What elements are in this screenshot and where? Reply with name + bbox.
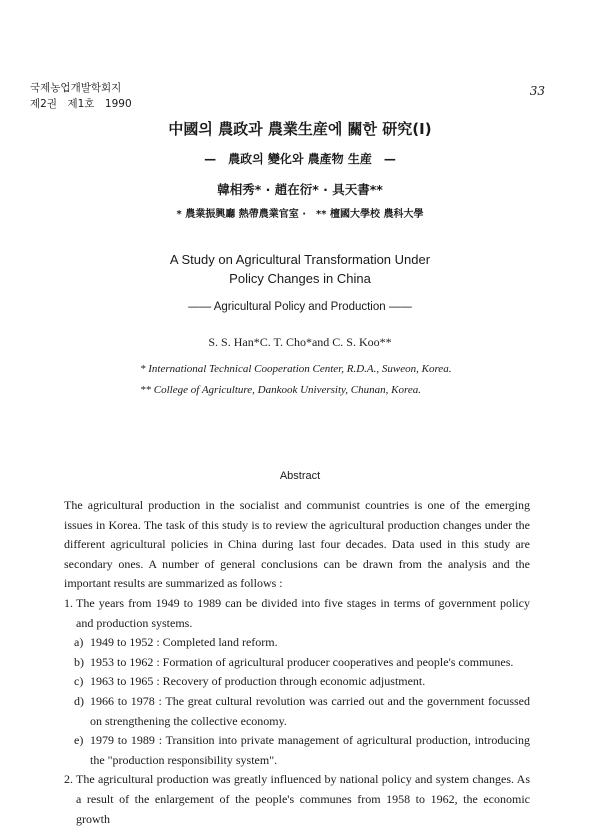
page-number: 33: [529, 84, 545, 98]
list-text: The agricultural production was greatly influenced by national policy and system changes. As a result of the enlargement of the people's communes from 1958 to 1962, the economic growth: [76, 772, 530, 826]
list-number: 2.: [64, 772, 73, 787]
list-item: [64, 594, 530, 633]
stage-text: 1979 to 1989 : Transition into private management of agricultural production, introducing the "production responsibility system".: [90, 733, 530, 767]
stage-label: d): [74, 693, 84, 708]
english-affiliation-1: * International Technical Cooperation Center, R.D.A., Suweon, Korea.: [140, 363, 452, 375]
journal-volume: 제2권 제1호 1990: [30, 98, 132, 110]
stage-item: [64, 731, 530, 770]
list-item: [64, 770, 530, 829]
list-number: 1.: [64, 595, 73, 610]
abstract-intro: The agricultural production in the socialist and communist countries is one of the emerging issues in Korea. The task of this study is to review the agricultural production changes under the different agricultural policies in China during last four decades. Data used in this study are secondary ones. A number of general conclusions can be drawn from the analysis and the important results are summarized as follows :: [64, 498, 530, 591]
list-text: The years from 1949 to 1989 can be divided into five stages in terms of government policy and production systems.: [76, 595, 530, 630]
stage-text: 1953 to 1962 : Formation of agricultural producer cooperatives and people's communes.: [90, 654, 514, 669]
stage-text: 1963 to 1965 : Recovery of production through economic adjustment.: [90, 674, 426, 689]
stage-text: 1966 to 1978 : The great cultural revolution was carried out and the government focussed on strengthening the collective economy.: [90, 693, 530, 728]
korean-subtitle: — 農政의 變化와 農產物 生産 —: [204, 152, 396, 166]
stage-label: c): [74, 674, 84, 689]
journal-name: 국제농업개발학회지: [30, 82, 122, 94]
stage-text: 1949 to 1952 : Completed land reform.: [90, 635, 278, 650]
stage-item: [64, 633, 530, 653]
english-subtitle: —— Agricultural Policy and Production ——: [188, 301, 412, 313]
english-affiliation-2: ** College of Agriculture, Dankook University, Chunan, Korea.: [140, 384, 421, 396]
english-title-line1: A Study on Agricultural Transformation Under: [169, 252, 431, 267]
stage-label: e): [74, 733, 84, 748]
stage-label: b): [74, 654, 84, 669]
abstract-body: [64, 496, 530, 829]
korean-authors: 韓相秀* · 趙在衍* · 具天書**: [217, 182, 383, 197]
stage-item: [64, 672, 530, 692]
journal-info: [30, 80, 132, 112]
english-title: [0, 250, 600, 288]
korean-title: 中國의 農政과 農業生産에 關한 研究(I): [168, 120, 432, 138]
abstract-heading: Abstract: [279, 470, 321, 482]
english-title-line2: Policy Changes in China: [229, 271, 371, 286]
stage-item: [64, 692, 530, 731]
stage-label: a): [74, 635, 84, 650]
stage-item: [64, 653, 530, 673]
korean-affiliations: * 農業振興廳 熱帶農業官室 · ** 檀國大學校 農科大學: [176, 209, 424, 220]
english-authors: S. S. Han*C. T. Cho*and C. S. Koo**: [208, 335, 392, 349]
